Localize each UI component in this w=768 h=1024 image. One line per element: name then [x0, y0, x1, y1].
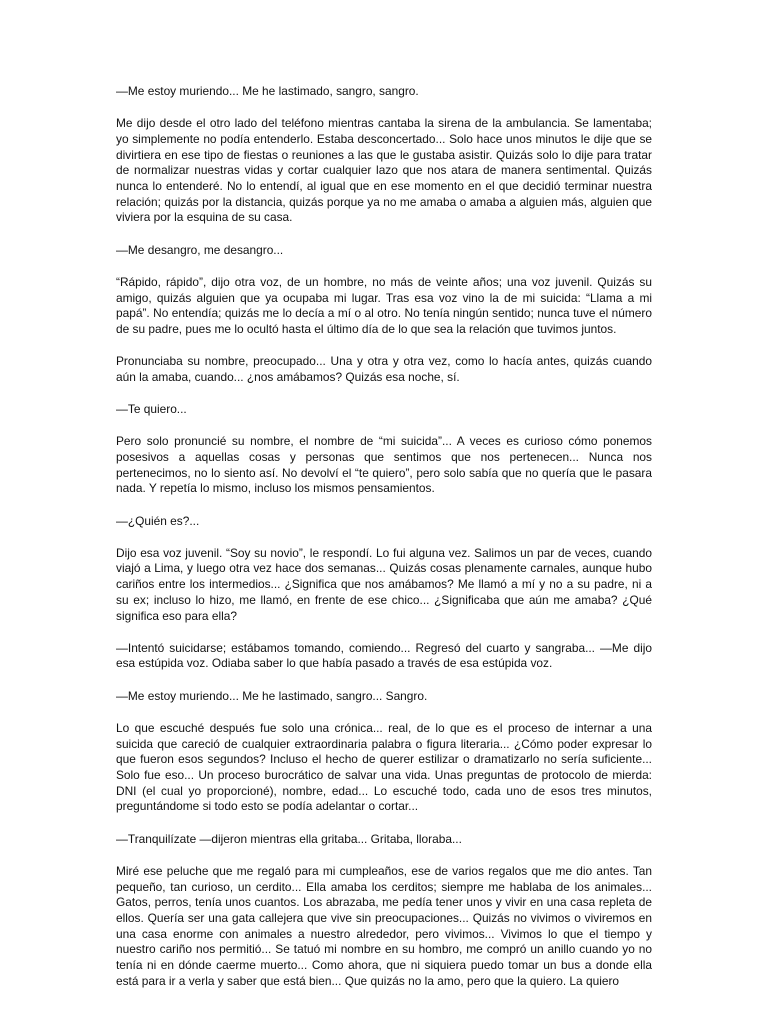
document-page [116, 84, 652, 989]
narrative-paragraph: “Rápido, rápido”, dijo otra voz, de un hombre, no más de veinte años; una voz juvenil. Quizás su amigo, quizás alguien que ya ocupaba mi lugar. Tras esa voz vino la de mi suicida: “Llama a mi papá”. No entendía; quizás me lo decía a mí o al otro. No tenía ningún sentido; nunca tuve el número de su padre, pues me lo ocultó hasta el último día de lo que sea la relación que tuvimos juntos. [116, 274, 652, 336]
dialogue-line: —Tranquilízate —dijeron mientras ella gritaba... Gritaba, lloraba... [116, 831, 462, 846]
narrative-paragraph: Pero solo pronuncié su nombre, el nombre de “mi suicida”... A veces es curioso cómo ponemos posesivos a aquellas cosas y personas que sentimos que nos pertenecen... Nunca nos pertenecimos, no lo siento así. No devolví el “te quiero”, pero solo sabía que no quería que le pasara nada. Y repetía lo mismo, incluso los mismos pensamientos. [116, 434, 652, 496]
dialogue-line: —Te quiero... [116, 402, 187, 417]
narrative-paragraph: Dijo esa voz juvenil. “Soy su novio”, le respondí. Lo fui alguna vez. Salimos un par de veces, cuando viajó a Lima, y luego otra vez hace dos semanas... Quizás cosas plenamente carnales, aunque hubo cariños entre los intermedios... ¿Significa que nos amábamos? Me llamó a mí y no a su padre, ni a su ex; incluso lo hizo, me llamó, en frente de ese chico... ¿Significaba que aún me amaba? ¿Qué significa eso para ella? [116, 545, 652, 623]
narrative-paragraph: —Intentó suicidarse; estábamos tomando, comiendo... Regresó del cuarto y sangraba... —Me dijo esa estúpida voz. Odiaba saber lo que había pasado a través de esa estúpida voz. [116, 640, 652, 671]
dialogue-line: —Me desangro, me desangro... [116, 242, 284, 257]
dialogue-line: —¿Quién es?... [116, 513, 200, 528]
dialogue-line: —Me estoy muriendo... Me he lastimado, sangro... Sangro. [116, 688, 428, 703]
dialogue-line: —Me estoy muriendo... Me he lastimado, sangro, sangro. [116, 84, 419, 98]
narrative-paragraph: Miré ese peluche que me regaló para mi cumpleaños, ese de varios regalos que me dio antes. Tan pequeño, tan curioso, un cerdito... Ella amaba los cerditos; siempre me hablaba de los animales... Gatos, perros, tenía unos cuantos. Los abrazaba, me pedía tener unos y vivir en una casa repleta de ellos. Quería ser una gata callejera que vive sin preocupaciones... Quizás no vivimos o viviremos en una casa enorme con animales a nuestro alrededor, pero vivimos... Vivimos lo que el tiempo y nuestro cariño nos permitió... Se tatuó mi nombre en su hombro, me compró un anillo cuando yo no tenía ni en dónde caerme muerto... Como ahora, que ni siquiera puedo tomar un bus a donde ella está para ir a verla y saber que está bien... Que quizás no la amo, pero que la quiero. La quiero [116, 863, 652, 988]
narrative-paragraph: Lo que escuché después fue solo una crónica... real, de lo que es el proceso de internar a una suicida que careció de cualquier extraordinaria palabra o figura literaria... ¿Cómo poder expresar lo que fueron esos segundos? Incluso el hecho de querer estilizar o dramatizarlo no sería suficiente... Solo fue eso... Un proceso burocrático de salvar una vida. Unas preguntas de protocolo de mierda: DNI (el cual yo proporcioné), nombre, edad... Lo escuché todo, cada uno de esos tres minutos, preguntándome si todo esto se podía adelantar o cortar... [116, 720, 652, 814]
narrative-paragraph: Pronunciaba su nombre, preocupado... Una y otra y otra vez, como lo hacía antes, quizás cuando aún la amaba, cuando... ¿nos amábamos? Quizás esa noche, sí. [116, 354, 652, 384]
narrative-paragraph: Me dijo desde el otro lado del teléfono mientras cantaba la sirena de la ambulancia. Se lamentaba; yo simplemente no podía entenderlo. Estaba desconcertado... Solo hace unos minutos le dije que se divirtiera en ese tipo de fiestas o reuniones a las que le gustaba asistir. Quizás solo lo dije para tratar de normalizar nuestras vidas y cortar cualquier lazo que nos atara de manera sentimental. Quizás nunca lo entenderé. No lo entendí, al igual que en ese momento en el que decidió terminar nuestra relación; quizás por la distancia, quizás porque ya no me amaba o amaba a alguien más, alguien que viviera por la esquina de su casa. [116, 116, 652, 225]
